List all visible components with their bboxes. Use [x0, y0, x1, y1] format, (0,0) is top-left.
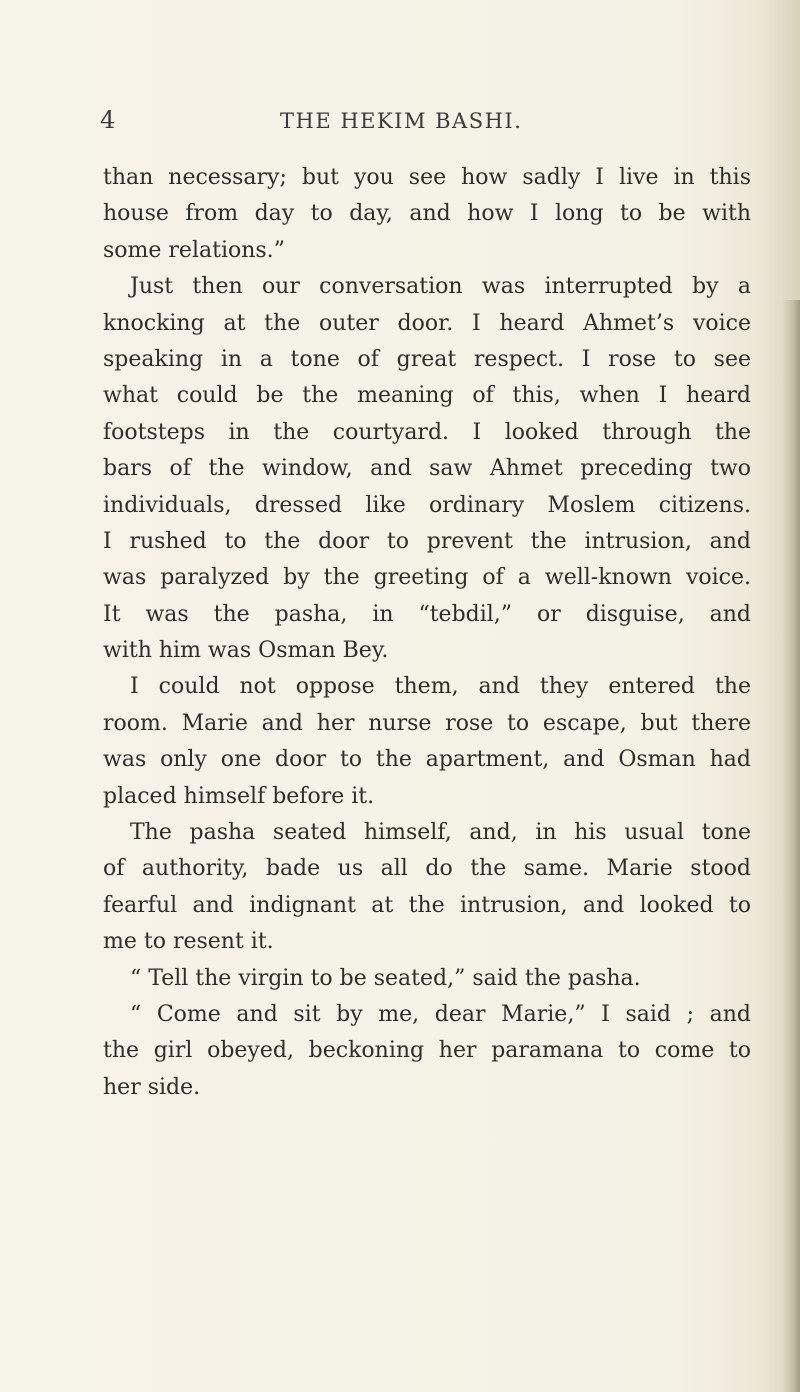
text-line: “ Tell the virgin to be seated,” said the pasha. [130, 965, 641, 991]
text-line: was paralyzed by the greeting of a well-known voice. [103, 565, 751, 591]
text-line: some relations.” [103, 237, 285, 263]
text-line: was only one door to the apartment, and Osman had [103, 747, 751, 773]
text-line: The pasha seated himself, and, in his usual tone [130, 820, 751, 846]
text-line: I rushed to the door to prevent the intrusion, and [103, 528, 751, 554]
text-line: of authority, bade us all do the same. Marie stood [103, 856, 751, 882]
body-text [103, 160, 751, 1106]
page-number: 4 [100, 106, 117, 134]
text-line: individuals, dressed like ordinary Moslem citizens. [103, 492, 751, 518]
running-head [0, 106, 800, 146]
text-line: footsteps in the courtyard. I looked through the [103, 419, 751, 445]
text-line: the girl obeyed, beckoning her paramana to come to [103, 1038, 751, 1064]
text-line: I could not oppose them, and they entered the [130, 674, 751, 700]
text-line: knocking at the outer door. I heard Ahmet’s voice [103, 310, 751, 336]
text-line: me to resent it. [103, 929, 274, 955]
text-line: speaking in a tone of great respect. I rose to see [103, 346, 751, 372]
text-line: “ Come and sit by me, dear Marie,” I said ; and [130, 1001, 751, 1027]
text-line: Just then our conversation was interrupted by a [130, 274, 751, 300]
text-line: It was the pasha, in “tebdil,” or disguise, and [103, 601, 751, 627]
text-line: with him was Osman Bey. [103, 638, 389, 664]
text-line: placed himself before it. [103, 783, 375, 809]
text-line: bars of the window, and saw Ahmet preceding two [103, 456, 751, 482]
text-line: house from day to day, and how I long to be with [103, 201, 751, 227]
page-edge-shadow [782, 300, 800, 1392]
text-line: than necessary; but you see how sadly I live in this [103, 165, 751, 190]
running-title: THE HEKIM BASHI. [280, 109, 523, 133]
text-line: room. Marie and her nurse rose to escape, but there [103, 710, 751, 736]
text-line: fearful and indignant at the intrusion, and looked to [103, 892, 751, 918]
text-line: what could be the meaning of this, when I heard [103, 383, 751, 409]
text-line: her side. [103, 1074, 201, 1100]
